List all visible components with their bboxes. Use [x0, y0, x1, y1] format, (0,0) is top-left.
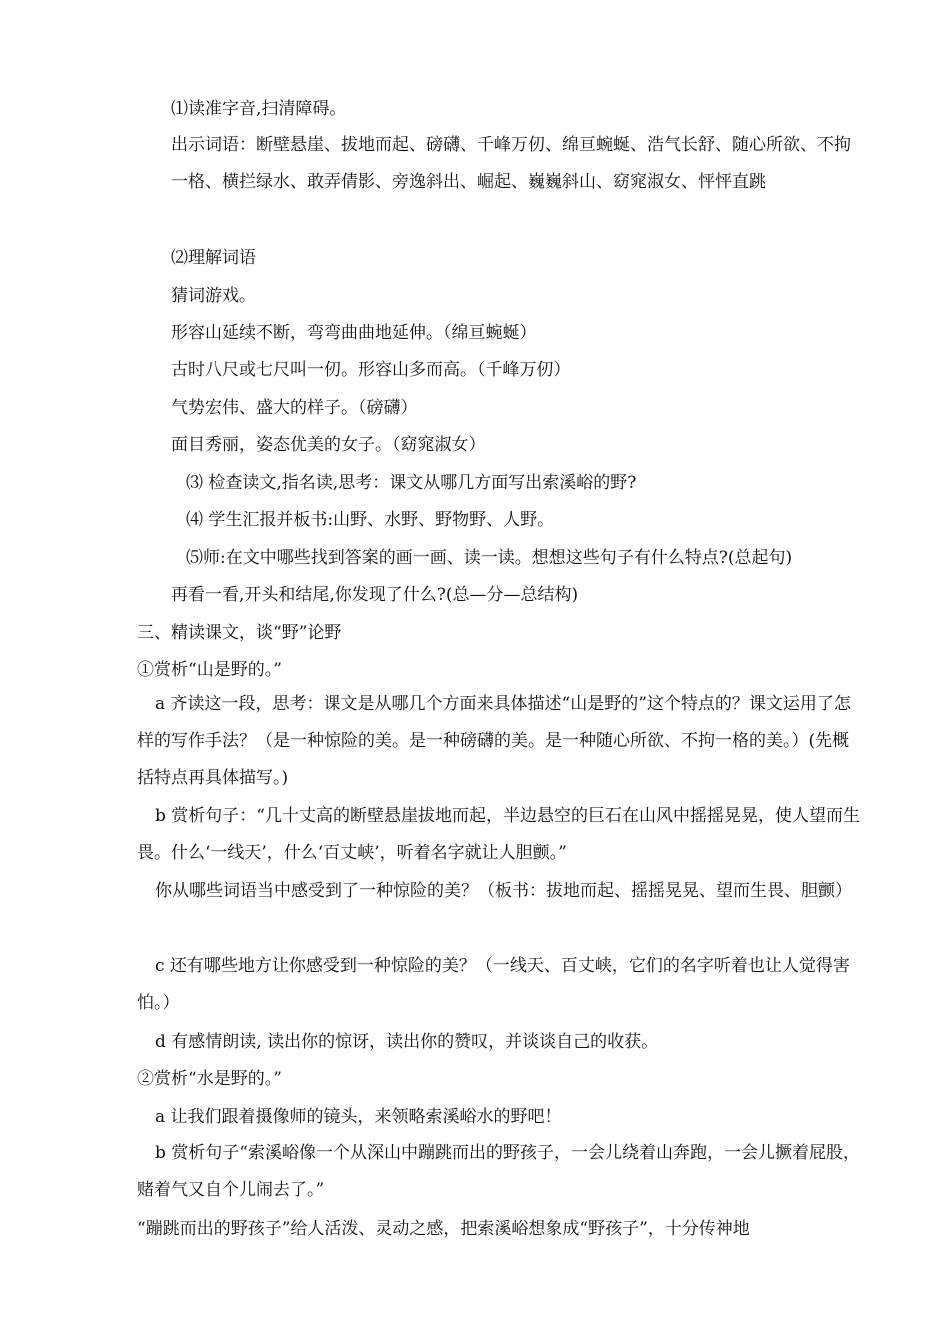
step1-title: ⑴读准字音,扫清障碍。 — [171, 99, 347, 119]
part1-title: ①赏析“山是野的。” — [137, 660, 282, 680]
step3-text: ⑶ 检查读文,指名读,思考：课文从哪几方面写出索溪峪的野? — [186, 473, 637, 493]
word-clue-3: 气势宏伟、盛大的样子。（磅礴） — [171, 398, 418, 418]
step2-title: ⑵理解词语 — [171, 248, 256, 268]
word-clue-2: 古时八尺或七尺叫一仞。形容山多而高。（千峰万仞） — [171, 360, 571, 380]
step5-followup: 再看一看,开头和结尾,你发现了什么?(总—分—总结构) — [171, 585, 579, 605]
word-clue-1: 形容山延续不断，弯弯曲曲地延伸。（绵亘蜿蜒） — [171, 323, 537, 343]
step1-word-list: 出示词语：断壁悬崖、拔地而起、磅礴、千峰万仞、绵亘蜿蜒、浩气长舒、随心所欲、不拘一格、横拦绿水、敢弄倩影、旁逸斜出、崛起、巍巍斜山、窈窕淑女、怦怦直跳 — [171, 135, 851, 192]
part1-b-question: 你从哪些词语当中感受到了一种惊险的美？（板书：拔地而起、摇摇晃晃、望而生畏、胆颤） — [155, 881, 852, 901]
part1-c-paragraph: c 还有哪些地方让你感受到一种惊险的美？（一线天、百丈峡，它们的名字听着也让人觉得害怕。） — [137, 956, 850, 1013]
part1-d-paragraph: d 有感情朗读, 读出你的惊讶，读出你的赞叹，并谈谈自己的收获。 — [155, 1032, 659, 1052]
section3-heading: 三、精读课文，谈“野”论野 — [137, 623, 342, 643]
step5-question: ⑸师:在文中哪些找到答案的画一画、读一读。想想这些句子有什么特点?(总起句) — [186, 548, 793, 568]
part1-b-paragraph: b 赏析句子：“几十丈高的断壁悬崖拔地而起，半边悬空的巨石在山风中摇摇晃晃，使人望而生畏。什么‘一线天’，什么‘百丈峡’，听着名字就让人胆颤。” — [137, 806, 860, 863]
part2-b-paragraph: b 赏析句子“索溪峪像一个从深山中蹦跳而出的野孩子，一会儿绕着山奔跑，一会儿撅着屁股，赌着气又自个儿闹去了。” — [137, 1143, 860, 1200]
guess-game-text: 猜词游戏。 — [171, 286, 256, 306]
part2-c-paragraph: “蹦跳而出的野孩子”给人活泼、灵动之感，把索溪峪想象成“野孩子”，十分传神地 — [137, 1219, 750, 1239]
word-clue-4: 面目秀丽，姿态优美的女子。（窈窕淑女） — [171, 435, 486, 455]
part2-a-paragraph: a 让我们跟着摄像师的镜头，来领略索溪峪水的野吧！ — [155, 1107, 562, 1127]
part1-a-paragraph: a 齐读这一段，思考：课文是从哪几个方面来具体描述“山是野的”这个特点的？课文运用了怎样的写作手法？（是一种惊险的美。是一种磅礴的美。是一种随心所欲、不拘一格的美。）(先概括特点再具体描写。) — [137, 694, 851, 788]
step4-text: ⑷ 学生汇报并板书:山野、水野、野物野、人野。 — [186, 510, 555, 530]
part2-title: ②赏析“水是野的。” — [137, 1069, 282, 1089]
